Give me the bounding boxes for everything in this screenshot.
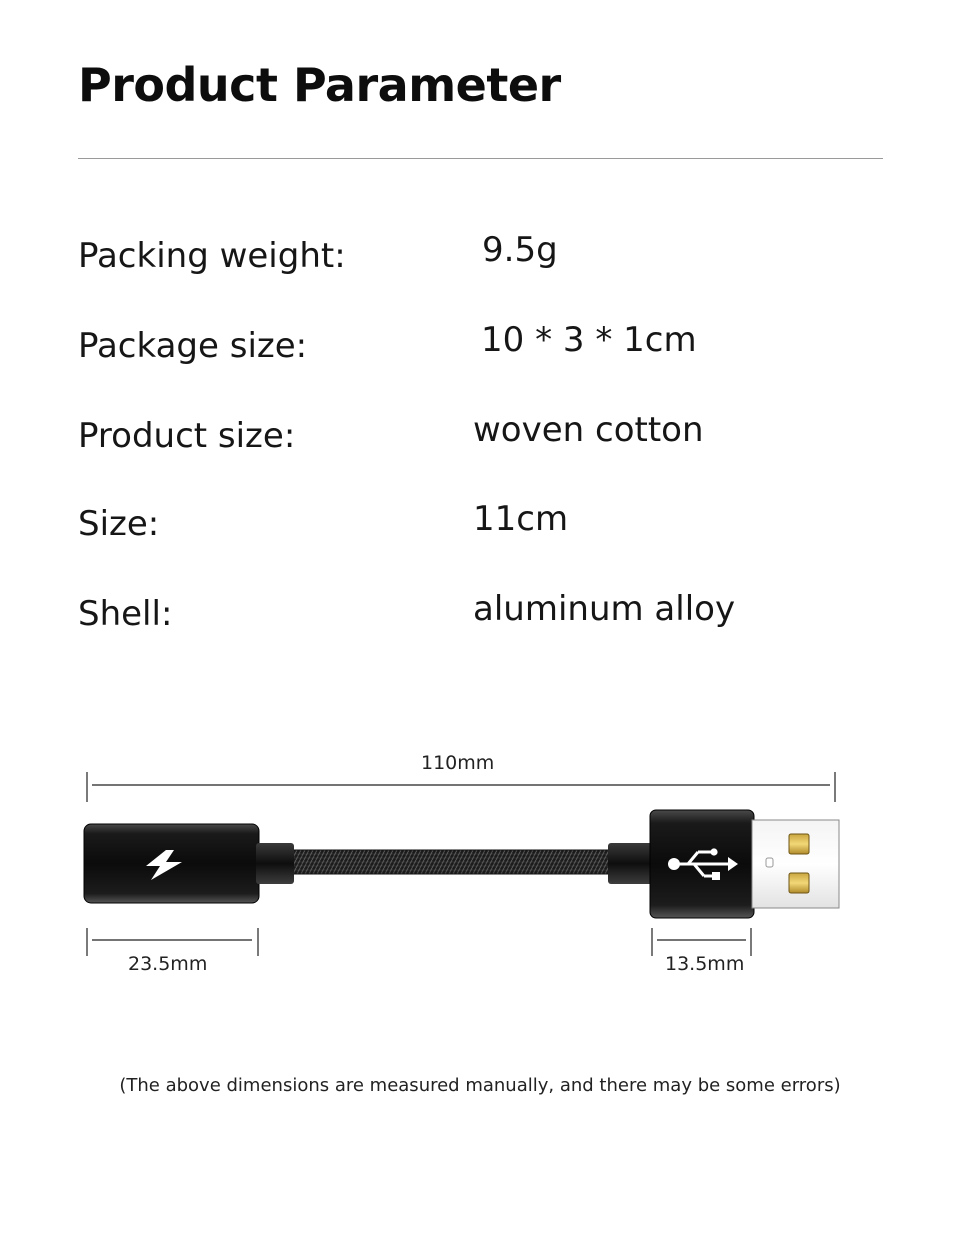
param-label: Product size: xyxy=(78,416,296,456)
left-connector xyxy=(84,824,294,903)
measurement-disclaimer: (The above dimensions are measured manually, and there may be some errors) xyxy=(119,1075,841,1096)
param-label: Packing weight: xyxy=(78,236,346,276)
param-row-packing-weight xyxy=(0,230,960,286)
param-row-shell xyxy=(0,589,960,644)
param-value: 9.5g xyxy=(482,230,558,270)
param-value: woven cotton xyxy=(473,410,704,450)
param-label: Package size: xyxy=(78,326,308,366)
param-row-package-size xyxy=(0,320,960,376)
cable-dimension-diagram xyxy=(0,740,960,1000)
param-label: Size: xyxy=(78,504,160,544)
param-label: Shell: xyxy=(78,594,173,634)
total-length-label: 110mm xyxy=(421,752,495,774)
param-value: 10 * 3 * 1cm xyxy=(481,320,697,360)
param-row-product-size xyxy=(0,410,960,466)
right-connector-dimension-line xyxy=(652,928,751,956)
braided-cable xyxy=(290,850,612,874)
param-value: 11cm xyxy=(473,499,569,539)
total-length-dimension-line xyxy=(87,772,835,802)
left-connector-dimension-line xyxy=(87,928,258,956)
right-connector-length-label: 13.5mm xyxy=(665,953,745,975)
left-connector-length-label: 23.5mm xyxy=(128,953,208,975)
right-connector xyxy=(608,810,839,918)
param-row-size xyxy=(0,499,960,554)
title-divider xyxy=(78,158,883,159)
page-title: Product Parameter xyxy=(78,58,561,112)
param-value: aluminum alloy xyxy=(473,589,736,629)
